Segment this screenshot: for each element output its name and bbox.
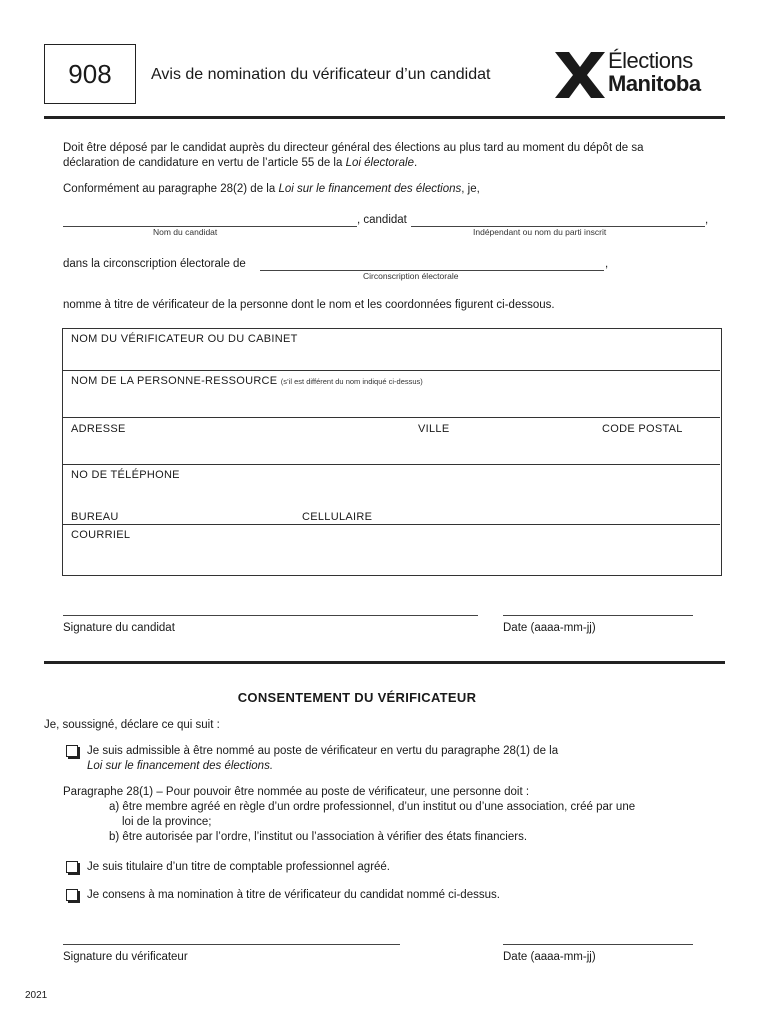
cell-phone-field[interactable] [300, 486, 530, 508]
email-field[interactable] [63, 546, 719, 572]
paragraph-intro: Paragraphe 28(1) – Pour pouvoir être nommée au poste de vérificateur, une personne doit : [63, 786, 530, 798]
party-trailing-comma: , [705, 214, 709, 226]
contact-person-label: NOM DE LA PERSONNE-RESSOURCE (s’il est différent du nom indiqué ci-dessus) [71, 375, 423, 387]
elections-manitoba-x-logo-icon [555, 52, 605, 98]
footer-year: 2021 [25, 990, 48, 1001]
caption-candidate-name: Nom du candidat [153, 227, 218, 237]
postal-code-field[interactable] [595, 440, 717, 462]
address-label: ADRESSE [71, 423, 126, 435]
consent-checkbox[interactable] [66, 889, 78, 901]
candidate-signature-field[interactable] [63, 615, 478, 616]
caption-party: Indépendant ou nom du parti inscrit [473, 227, 607, 237]
phone-label: NO DE TÉLÉPHONE [71, 469, 180, 481]
postal-code-label: CODE POSTAL [602, 423, 683, 435]
auditor-name-label: NOM DU VÉRIFICATEUR OU DU CABINET [71, 333, 298, 345]
box-divider-2 [62, 417, 720, 418]
address-field[interactable] [63, 440, 403, 462]
consent-item-3: Je consens à ma nomination à titre de vérificateur du candidat nommé ci-dessus. [87, 889, 500, 901]
riding-lead: dans la circonscription électorale de [63, 258, 246, 270]
auditor-signature-field[interactable] [63, 944, 400, 945]
contact-person-note: (s’il est différent du nom indiqué ci-dessus) [280, 377, 423, 386]
box-divider-4 [62, 524, 720, 525]
consent-item-1-line-2: Loi sur le financement des élections. [87, 760, 274, 772]
intro-line-2: déclaration de candidature en vertu de l’article 55 de la Loi électorale. [63, 157, 418, 169]
logo-text [608, 49, 701, 95]
auditor-date-field[interactable] [503, 944, 693, 945]
office-phone-label: BUREAU [71, 511, 119, 523]
box-divider-3 [62, 464, 720, 465]
consent-declare: Je, soussigné, déclare ce qui suit : [44, 719, 220, 731]
box-divider-1 [62, 370, 720, 371]
cell-phone-label: CELLULAIRE [302, 511, 373, 523]
form-number: 908 [44, 44, 136, 104]
riding-trailing-comma: , [605, 258, 609, 270]
city-field[interactable] [410, 440, 590, 462]
candidate-signature-label: Signature du candidat [63, 622, 175, 634]
auditor-date-label: Date (aaaa-mm-jj) [503, 951, 596, 963]
header-divider [44, 116, 725, 119]
consent-item-1 [87, 744, 558, 774]
legal-basis-text: Conformément au paragraphe 28(2) de la Loi sur le financement des élections, je, [63, 183, 480, 195]
form-title: Avis de nomination du vérificateur d’un candidat [151, 66, 491, 83]
office-phone-field[interactable] [63, 486, 293, 508]
contact-person-field[interactable] [63, 392, 719, 414]
email-label: COURRIEL [71, 529, 131, 541]
consent-item-1-line-1: Je suis admissible à être nommé au poste de vérificateur en vertu du paragraphe 28(1) de la [87, 745, 559, 757]
consent-item-2: Je suis titulaire d’un titre de comptable professionnel agréé. [87, 861, 391, 873]
logo-line-1: Élections [608, 48, 693, 73]
cpa-checkbox[interactable] [66, 861, 78, 873]
section-divider [44, 661, 725, 664]
auditor-name-field[interactable] [63, 348, 719, 368]
auditor-signature-label: Signature du vérificateur [63, 951, 188, 963]
logo-line-2: Manitoba [608, 71, 701, 96]
paragraph-28-1 [63, 785, 703, 845]
intro-text [63, 141, 713, 171]
paragraph-a-line-1: a) être membre agréé en règle d’un ordre professionnel, d’un institut ou d’une association, créé par une [109, 801, 636, 813]
consent-section-title: CONSENTEMENT DU VÉRIFICATEUR [237, 690, 477, 705]
intro-line-1: Doit être déposé par le candidat auprès du directeur général des élections au plus tard au moment du dépôt de sa [63, 142, 644, 154]
paragraph-b: b) être autorisée par l’ordre, l’institut ou l’association à vérifier des états financiers. [109, 831, 528, 843]
paragraph-a-line-2: loi de la province; [122, 816, 212, 828]
city-label: VILLE [418, 423, 450, 435]
eligibility-checkbox[interactable] [66, 745, 78, 757]
caption-riding: Circonscription électorale [363, 271, 459, 281]
candidate-date-label: Date (aaaa-mm-jj) [503, 622, 596, 634]
candidate-date-field[interactable] [503, 615, 693, 616]
candidate-word: , candidat [357, 214, 407, 226]
appoint-text: nomme à titre de vérificateur de la personne dont le nom et les coordonnées figurent ci-dessous. [63, 299, 555, 311]
